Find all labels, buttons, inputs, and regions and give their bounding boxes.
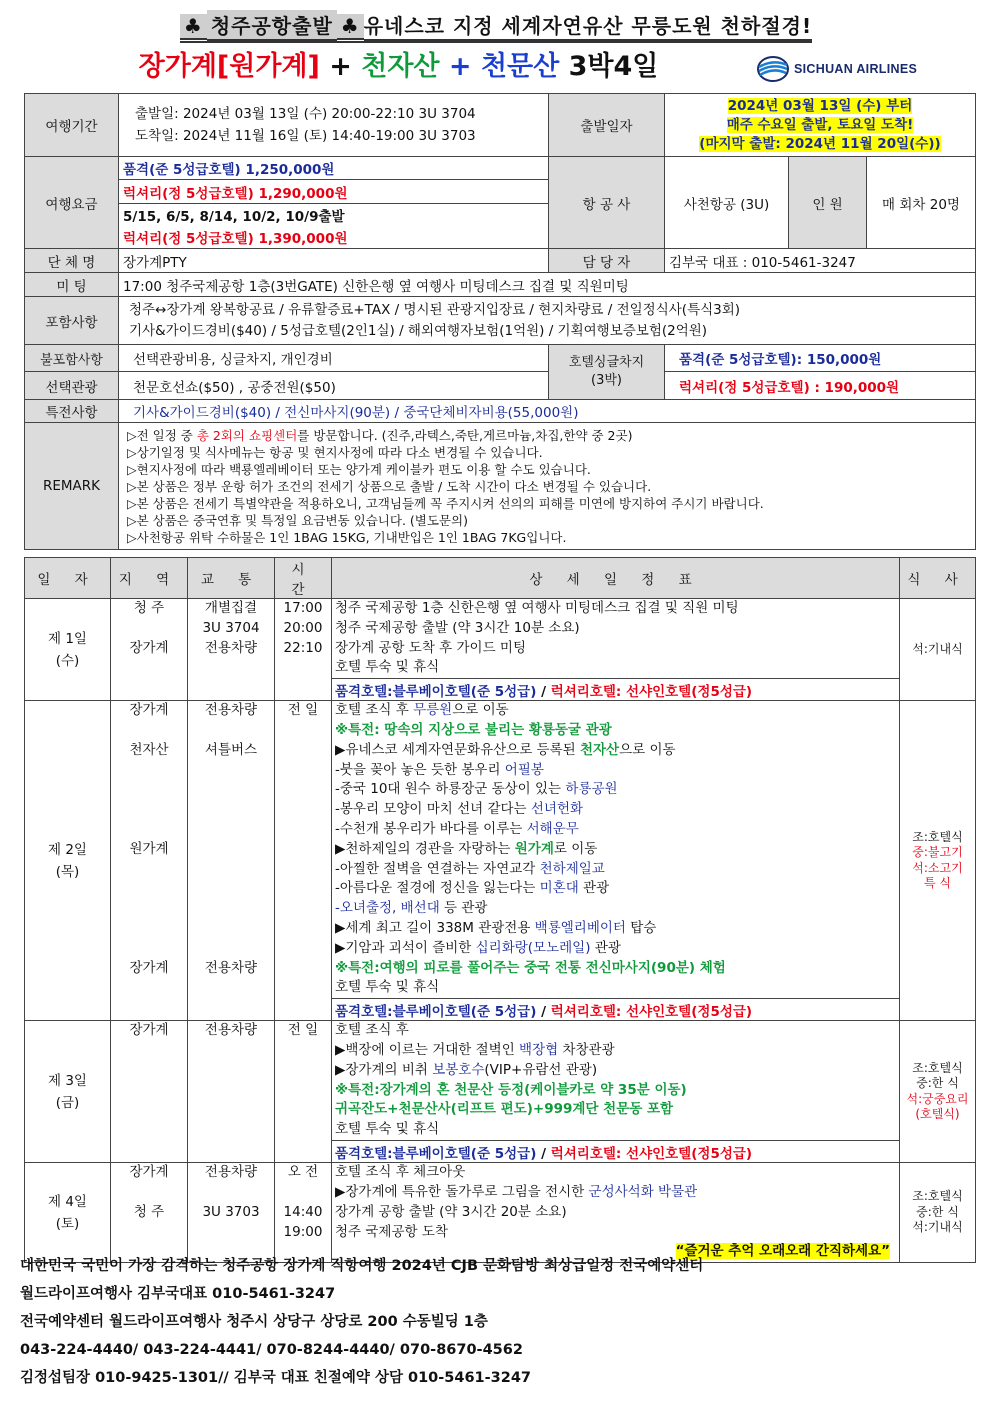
transport-item: 전용차량: [204, 639, 258, 656]
club-left-icon: ♣: [180, 14, 207, 40]
itinerary-line: ▶백장에 이르는 거대한 절벽인 백장협 차창관광: [335, 1041, 615, 1058]
day-weekday: (목): [55, 863, 80, 880]
airline-logo: [756, 52, 952, 86]
place-name: 선녀헌화: [530, 801, 584, 818]
airline-logo-text: SICHUAN AIRLINES: [794, 62, 918, 76]
footer-phones: 043-224-4440/ 043-224-4441/ 070-8244-4440/ 070-8670-4562: [20, 1342, 523, 1358]
period-label: 여행기간: [25, 94, 119, 157]
place-name: 보봉호수: [432, 1061, 485, 1078]
day4-meal: [900, 1163, 976, 1263]
day2-transport: [188, 701, 275, 1021]
meal-item: 조:호텔식: [912, 1189, 963, 1204]
remark-label: REMARK: [25, 423, 119, 550]
included-line: 기사&가이드경비($40) / 5성급호텔(2인1실) / 해외여행자보험(1억원) / 기획여행보증보험(2억원): [129, 322, 708, 339]
period-value: [119, 94, 549, 157]
remark-item: ▷본 상품은 정부 운항 허가 조건의 전세기 상품으로 출발 / 도착 시간이 다소 변경될 수 있습니다.: [127, 478, 652, 494]
remark-item: ▷현지사정에 따라 백룡엘레베이터 또는 양가계 케이블카 편도 이용 할 수도 있습니다.: [127, 461, 591, 477]
special-benefit: ※특전:장가계의 혼 천문산 등정(케이블카로 약 35분 이동): [335, 1081, 687, 1098]
group-label: 단 체 명: [25, 249, 119, 273]
day-number: 제 2일: [48, 841, 87, 858]
price-luxury-special: 럭셔리(정 5성급호텔) 1,390,000원: [119, 226, 549, 249]
price-label: 여행요금: [25, 157, 119, 249]
day2-meal: [900, 701, 976, 1021]
subtitle-plus: +: [439, 51, 481, 82]
itinerary-line: -중국 10대 원수 하룡장군 동상이 있는 하룡공원: [335, 781, 618, 798]
special-benefit: ※특전: 땅속의 지상으로 불리는 황룡동굴 관광: [335, 721, 612, 738]
day-weekday: (토): [55, 1215, 80, 1232]
special-benefit: ※특전:여행의 피로를 풀어주는 중국 전통 전신마사지(90분) 체험: [335, 959, 726, 976]
day-number: 제 3일: [48, 1072, 87, 1089]
day4-detail: [332, 1163, 900, 1263]
day-weekday: (금): [55, 1094, 80, 1111]
depdate-start: 2024년 03월 13일 (수) 부터: [727, 97, 913, 114]
time-item: 전 일: [287, 1022, 319, 1039]
remark-item: ▷본 상품은 중국연휴 및 특정일 요금변동 있습니다. (별도문의): [127, 512, 468, 528]
schedule-head-transport: 교 통: [188, 558, 275, 599]
time-item: 19:00: [283, 1223, 323, 1240]
day2-time: [275, 701, 332, 1021]
time-item: 17:00: [283, 600, 323, 616]
itinerary-line: ▶장가계에 특유한 돌가루로 그림을 전시한 군성사석화 박물관: [335, 1183, 698, 1200]
arrival-flight: 도착일: 2024년 11월 16일 (토) 14:40-19:00 3U 3703: [135, 128, 476, 144]
subtitle-tianmen: 천문산: [480, 51, 560, 82]
itinerary-line: ▶세계 최고 길이 338M 관광전용 백룡엘리베이터 탑승: [335, 919, 657, 936]
single-charge-standard: 품격(준 5성급호텔): 150,000원: [665, 345, 976, 372]
itinerary-line: 청주 국제공항 도착: [335, 1223, 448, 1240]
region-item: 청 주: [133, 600, 165, 616]
excluded-value: 선택관광비용, 싱글차지, 개인경비: [119, 345, 549, 372]
region-item: 장가계: [129, 959, 169, 976]
subtitle-duration: 3박4일: [559, 51, 659, 82]
hotel-luxury: 럭셔리호텔: 선샤인호텔(정5성급): [550, 1003, 753, 1020]
itinerary-line: 청주 국제공항 출발 (약 3시간 10분 소요): [335, 619, 580, 636]
schedule-head-meal: 식 사: [900, 558, 976, 599]
day3-region: [111, 1021, 188, 1163]
day4-label: [25, 1163, 111, 1263]
departure-flight: 출발일: 2024년 03월 13일 (수) 20:00-22:10 3U 3704: [135, 106, 476, 122]
itinerary-line: 호텔 투숙 및 휴식: [335, 979, 440, 996]
region-item: 천자산: [129, 741, 169, 758]
remark-item: ▷본 상품은 전세기 특별약관을 적용하오니, 고객님들께 꼭 주지시켜 선의의 피해를 미연에 방지하여 주시기 바랍니다.: [127, 495, 764, 511]
day-number: 제 4일: [48, 1193, 87, 1210]
region-item: 청 주: [133, 1203, 165, 1220]
itinerary-line: 장가계 공항 도착 후 가이드 미팅: [335, 639, 526, 656]
place-name: 서해운무: [526, 820, 579, 837]
hotel-separator: /: [536, 1145, 551, 1162]
headline-text: 유네스코 지정 세계자연유산 무릉도원 천하절경!: [364, 10, 812, 41]
transport-item: 개별집결: [204, 600, 258, 616]
itinerary-line: ▶천하제일의 경관을 자랑하는 원가계로 이동: [335, 840, 598, 857]
meal-item: 석:기내식: [912, 1220, 963, 1235]
place-name: 어필봉: [504, 761, 544, 778]
remark-list: [119, 423, 976, 550]
headline: [0, 10, 992, 43]
time-item: 전 일: [287, 702, 319, 719]
schedule-head-day: 일 자: [25, 558, 111, 599]
schedule-table: [24, 557, 976, 1263]
meal-item: 중:한 식: [916, 1076, 959, 1091]
day-weekday: (수): [55, 652, 80, 669]
meal-item: 중:불고기: [912, 845, 963, 860]
footer-address: 전국예약센터 월드라이프여행사 청주시 상당구 상당로 200 수동빌딩 1층: [20, 1314, 488, 1330]
day3-label: [25, 1021, 111, 1163]
place-name: 백장협: [519, 1041, 559, 1058]
meal-item: 특 식: [924, 876, 951, 891]
meal-item: 석:궁중요리: [906, 1091, 969, 1106]
schedule-head-detail: 상 세 일 정 표: [332, 558, 900, 599]
transport-item: 전용차량: [204, 1022, 258, 1039]
itinerary-line: -봉우리 모양이 마치 선녀 같다는 선녀헌화: [335, 801, 584, 818]
farewell-message: “즐거운 추억 오래오래 간직하세요”: [675, 1243, 890, 1260]
day1-hotel: [332, 679, 900, 701]
single-charge-luxury: 럭셔리(정 5성급호텔) : 190,000원: [665, 372, 976, 400]
day4-transport: [188, 1163, 275, 1263]
special-value: 기사&가이드경비($40) / 전신마사지(90분) / 중국단체비자비용(55,000원): [119, 400, 976, 423]
subtitle-plus: +: [319, 51, 362, 82]
hotel-luxury: 럭셔리호텔: 선샤인호텔(정5성급): [550, 1145, 753, 1162]
time-item: 14:40: [283, 1203, 323, 1220]
time-item: 20:00: [283, 619, 323, 636]
itinerary-line: -수천개 봉우리가 바다를 이루는 서해운무: [335, 820, 579, 837]
meal-item: 조:호텔식: [912, 1060, 963, 1075]
transport-item: 전용차량: [204, 959, 258, 976]
day3-transport: [188, 1021, 275, 1163]
itinerary-line: 호텔 투숙 및 휴식: [335, 1121, 440, 1138]
itinerary-line: ▶기암과 괴석이 즐비한 십리화랑(모노레일) 관광: [335, 939, 621, 956]
manager-value: 김부국 대표 : 010-5461-3247: [665, 249, 976, 273]
depdate-value: [665, 94, 976, 157]
itinerary-line: -아찔한 절벽을 연결하는 자연교각 천하제일교: [335, 860, 605, 877]
headline-departure: 청주공항출발: [207, 10, 337, 41]
excluded-label: 불포함사항: [25, 345, 119, 372]
region-item: [114, 619, 184, 639]
hotel-separator: /: [536, 1003, 551, 1020]
info-table: [24, 93, 976, 550]
remark-text: ▷전 일정 중: [127, 427, 197, 443]
airline-logo-icon: [756, 54, 790, 84]
itinerary-line: 호텔 조식 후 체크아웃: [335, 1164, 466, 1181]
hotel-separator: /: [536, 683, 551, 700]
depdate-weekly: 매주 수요일 출발, 토요일 도착!: [726, 116, 914, 133]
day3-time: [275, 1021, 332, 1163]
remark-shopping-count: 총 2회의 쇼핑센터: [196, 427, 298, 443]
day1-detail: [332, 599, 900, 679]
option-value: 천문호선쇼($50) , 공중전원($50): [119, 372, 549, 400]
transport-item: 3U 3704: [202, 619, 260, 636]
remark-item: ▷상기일정 및 식사메뉴는 항공 및 현지사정에 따라 다소 변경될 수 있습니다.: [127, 444, 543, 460]
itinerary-line: -붓을 꽂아 놓은 듯한 봉우리 어필봉: [335, 761, 544, 778]
single-charge-label-line: 호텔싱글차지: [568, 355, 645, 370]
itinerary-line: 청주 국제공항 1층 신한은행 옆 여행사 미팅데스크 집결 및 직원 미팅: [335, 600, 739, 616]
day1-region: [111, 599, 188, 701]
place-name: 십리화랑(모노레일): [475, 939, 591, 956]
single-charge-label: [549, 345, 665, 400]
included-line: 청주↔장가계 왕복항공료 / 유류할증료+TAX / 명시된 관광지입장료 / 현지차량료 / 전일정식사(특식3회): [129, 301, 741, 318]
depdate-label: 출발일자: [549, 94, 665, 157]
subtitle-jangjiajie: 장가계[원가계]: [138, 51, 320, 82]
day-number: 제 1일: [48, 630, 87, 647]
time-item: 오 전: [287, 1164, 319, 1181]
meal-item: 석:기내식: [912, 641, 963, 656]
region-item: 장가계: [129, 702, 169, 719]
footer-agency: 월드라이프여행사 김부국대표 010-5461-3247: [20, 1286, 336, 1302]
itinerary-line: -아름다운 절경에 정신을 잃는다는 미혼대 관광: [335, 880, 610, 897]
footer: [20, 1252, 980, 1392]
itinerary-line: ▶장가계의 비취 보봉호수(VIP+유람선 관광): [335, 1061, 598, 1078]
footer-tagline: 대한민국 국민이 가장 감격하는 청주공항 장가계 직항여행 2024년 CJB 문화탐방 최상급일정 전국예약센터: [20, 1258, 704, 1274]
day3-hotel: [332, 1141, 900, 1163]
special-benefit: 귀곡잔도+천문산사(리프트 편도)+999계단 천문동 포함: [335, 1101, 674, 1118]
day1-time: [275, 599, 332, 701]
included-value: [119, 297, 976, 345]
place-name: 천하제일교: [539, 860, 605, 877]
day1-transport: [188, 599, 275, 701]
itinerary-line: 호텔 투숙 및 휴식: [335, 659, 440, 676]
special-label: 특전사항: [25, 400, 119, 423]
transport-item: 전용차량: [204, 702, 258, 719]
meal-item: (호텔식): [915, 1107, 960, 1122]
day2-hotel: [332, 999, 900, 1021]
manager-label: 담 당 자: [549, 249, 665, 273]
hotel-standard: 품격호텔:블루베이호텔(준 5성급): [335, 683, 537, 700]
place-name: 무릉원: [413, 702, 453, 719]
remark-item: [127, 427, 971, 444]
day3-detail: [332, 1021, 900, 1141]
remark-item: ▷사천항공 위탁 수하물은 1인 1BAG 15KG, 기내반입은 1인 1BAG 7KG입니다.: [127, 529, 567, 545]
place-name: 하룡공원: [565, 781, 618, 798]
region-item: 장가계: [129, 1022, 169, 1039]
place-name: 원가계: [514, 840, 554, 857]
meeting-label: 미 팅: [25, 273, 119, 297]
place-name: 천자산: [579, 741, 620, 758]
day2-label: [25, 701, 111, 1021]
place-name: 백룡엘리베이터: [534, 919, 626, 936]
itinerary-line: 호텔 조식 후 무릉원으로 이동: [335, 702, 509, 719]
region-item: 장가계: [129, 639, 169, 656]
option-label: 선택관광: [25, 372, 119, 400]
footer-contacts: 김정섭팀장 010-9425-1301// 김부국 대표 친절예약 상담 010-5461-3247: [20, 1370, 532, 1386]
meal-item: 조:호텔식: [912, 829, 963, 844]
transport-item: 전용차량: [204, 1164, 258, 1181]
depdate-last: (마지막 출발: 2024년 11월 20일(수)): [699, 135, 941, 152]
price-luxury: 럭셔리(정 5성급호텔) 1,290,000원: [119, 180, 549, 204]
itinerary-line: -오녀출정, 배선대 등 관광: [335, 900, 488, 917]
hotel-standard: 품격호텔:블루베이호텔(준 5성급): [335, 1003, 537, 1020]
time-item: 22:10: [283, 639, 323, 656]
region-item: 원가계: [129, 840, 169, 857]
region-item: 장가계: [129, 1164, 169, 1181]
group-value: 장가계PTY: [119, 249, 549, 273]
day1-meal: [900, 599, 976, 701]
airline-label: 항 공 사: [549, 157, 665, 249]
itinerary-line: ▶유네스코 세계자연문화유산으로 등록된 천자산으로 이동: [335, 741, 676, 758]
price-standard: 품격(준 5성급호텔) 1,250,000원: [119, 157, 549, 180]
place-name: 미혼대: [539, 880, 579, 897]
single-charge-label-line: (3박): [591, 373, 622, 388]
meeting-value: 17:00 청주국제공항 1층(3번GATE) 신한은행 옆 여행사 미팅데스크 집결 및 직원미팅: [119, 273, 976, 297]
schedule-head-time: 시 간: [275, 558, 332, 599]
transport-item: 3U 3703: [202, 1203, 260, 1220]
included-label: 포함사항: [25, 297, 119, 345]
schedule-head-region: 지 역: [111, 558, 188, 599]
day1-label: [25, 599, 111, 701]
price-special-dates: 5/15, 6/5, 8/14, 10/2, 10/9출발: [119, 204, 549, 227]
day4-region: [111, 1163, 188, 1263]
hotel-standard: 품격호텔:블루베이호텔(준 5성급): [335, 1145, 537, 1162]
airline-value: 사천항공 (3U): [665, 157, 789, 249]
subtitle-tianzi: 천자산: [361, 51, 440, 82]
day3-meal: [900, 1021, 976, 1163]
place-name: 군성사석화 박물관: [588, 1183, 698, 1200]
hotel-luxury: 럭셔리호텔: 선샤인호텔(정5성급): [550, 683, 753, 700]
persons-label: 인 원: [789, 157, 867, 249]
day2-region: [111, 701, 188, 1021]
day2-detail: [332, 701, 900, 999]
itinerary-line: 호텔 조식 후: [335, 1022, 409, 1039]
place-name: -오녀출정, 배선대: [335, 900, 440, 917]
day4-time: [275, 1163, 332, 1263]
meal-item: 석:소고기: [912, 860, 963, 875]
persons-value: 매 회차 20명: [867, 157, 976, 249]
remark-text: 를 방문합니다. (진주,라텍스,죽탄,게르마늄,차집,한약 중 2곳): [297, 427, 633, 443]
transport-item: 셔틀버스: [204, 741, 258, 758]
club-right-icon: ♣: [337, 14, 364, 40]
meal-item: 중:한 식: [916, 1204, 959, 1219]
itinerary-line: 장가계 공항 출발 (약 3시간 20분 소요): [335, 1203, 567, 1220]
